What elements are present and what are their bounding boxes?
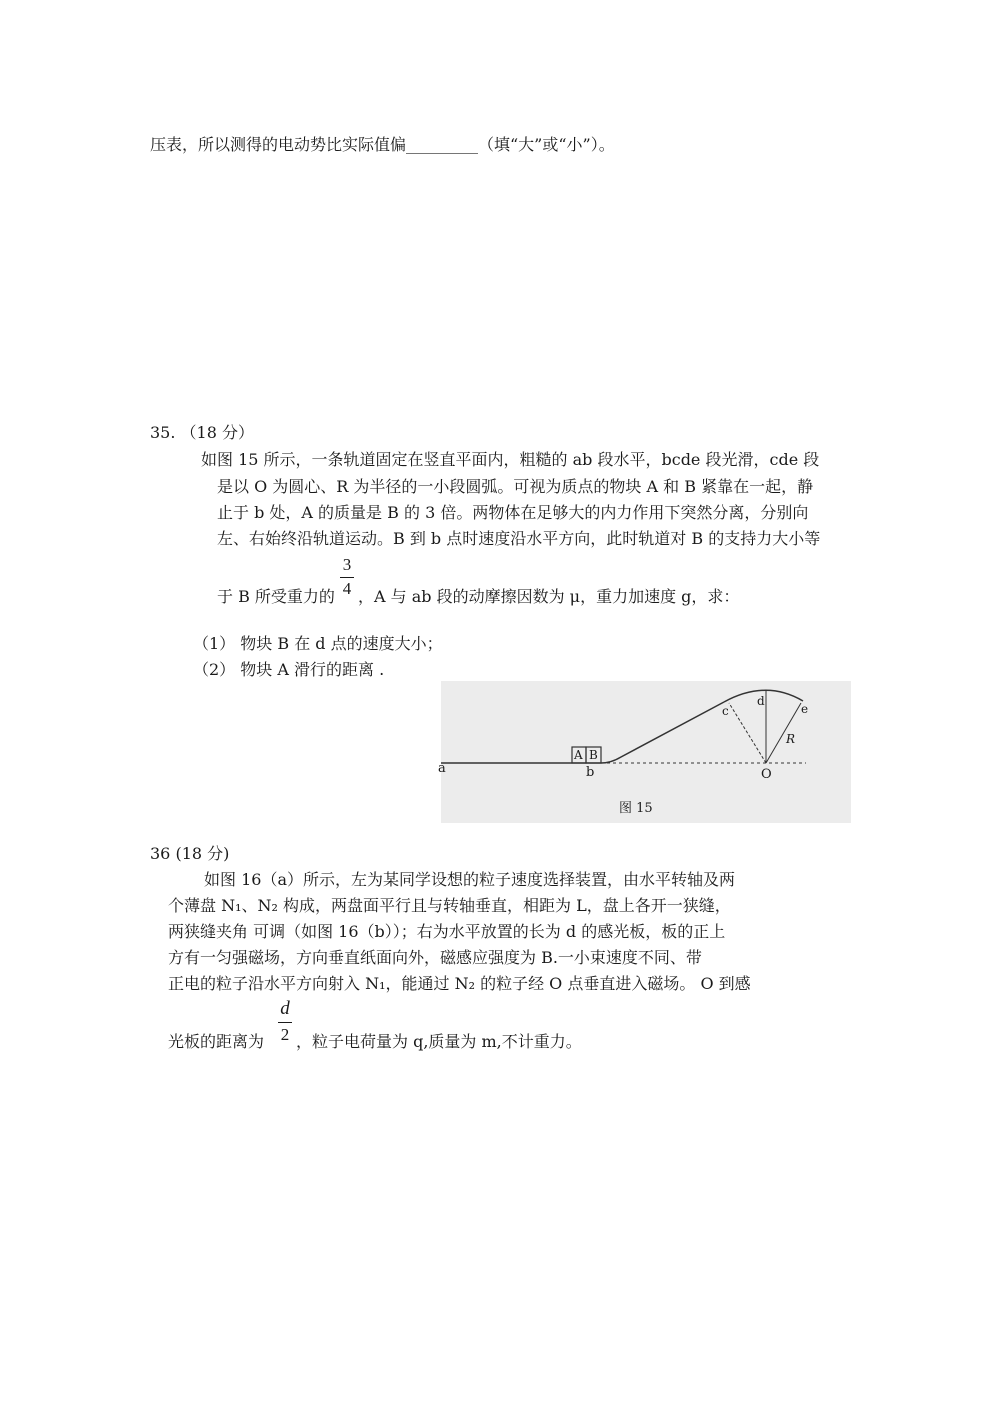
fraction-bar xyxy=(278,1022,292,1023)
fig-label-B: B xyxy=(589,748,598,762)
fraction-3-4-numerator: 3 xyxy=(342,555,352,574)
fraction-d-2-numerator: d xyxy=(280,998,290,1019)
fig-label-O: O xyxy=(761,767,772,782)
question-35-sub-1: （1） 物块 B 在 d 点的速度大小； xyxy=(193,634,443,653)
question-36-line-1: 如图 16（a）所示，左为某同学设想的粒子速度选择装置，由水平转轴及两 xyxy=(204,870,735,889)
fraction-3-4-denominator: 4 xyxy=(342,579,352,598)
question-35-line-4: 左、右始终沿轨道运动。B 到 b 点时速度沿水平方向，此时轨道对 B 的支持力大小等 xyxy=(217,529,821,548)
question-36-line-6-post: ，粒子电荷量为 q,质量为 m,不计重力。 xyxy=(296,1032,582,1051)
figure-15 xyxy=(438,681,851,823)
question-35-header: 35. （18 分） xyxy=(150,423,254,442)
fig-label-R: R xyxy=(786,732,796,746)
question-35-sub-2: （2） 物块 A 滑行的距离 . xyxy=(193,660,385,679)
figure-15-caption: 图 15 xyxy=(619,801,653,816)
fig-label-a: a xyxy=(438,761,446,776)
question-36-line-4: 方有一匀强磁场，方向垂直纸面向外，磁感应强度为 B.一小束速度不同、带 xyxy=(168,948,702,967)
question-36-line-5: 正电的粒子沿水平方向射入 N₁，能通过 N₂ 的粒子经 O 点垂直进入磁场。 O 到感 xyxy=(168,974,751,993)
question-35-line-2: 是以 O 为圆心、R 为半径的一小段圆弧。可视为质点的物块 A 和 B 紧靠在一起，静 xyxy=(217,477,814,496)
fig-label-d: d xyxy=(757,694,765,708)
question-35-line-5-pre: 于 B 所受重力的 xyxy=(217,587,335,606)
fraction-bar xyxy=(340,577,354,578)
question-35-line-3: 止于 b 处，A 的质量是 B 的 3 倍。两物体在足够大的内力作用下突然分离，分别向 xyxy=(217,503,809,522)
fig-label-b: b xyxy=(586,765,595,780)
question-36-line-6-pre: 光板的距离为 xyxy=(168,1032,265,1051)
question-36-header: 36 (18 分) xyxy=(150,844,230,863)
fig-label-A: A xyxy=(574,748,583,762)
question-36-line-2: 个薄盘 N₁、N₂ 构成，两盘面平行且与转轴垂直，相距为 L，盘上各开一狭缝， xyxy=(168,896,731,915)
fraction-d-2-denominator: 2 xyxy=(280,1025,290,1044)
continued-text-line: 压表，所以测得的电动势比实际值偏_________（填“大”或“小”）。 xyxy=(150,135,615,154)
fig-label-e: e xyxy=(801,702,809,716)
question-36-line-3: 两狭缝夹角 可调（如图 16（b））；右为水平放置的长为 d 的感光板，板的正上 xyxy=(168,922,726,941)
question-35-line-5-post: ，A 与 ab 段的动摩擦因数为 μ，重力加速度 g，求： xyxy=(358,587,740,606)
question-35-line-1: 如图 15 所示，一条轨道固定在竖直平面内，粗糙的 ab 段水平，bcde 段光滑，cde 段 xyxy=(201,450,820,469)
fig-label-c: c xyxy=(722,704,729,718)
